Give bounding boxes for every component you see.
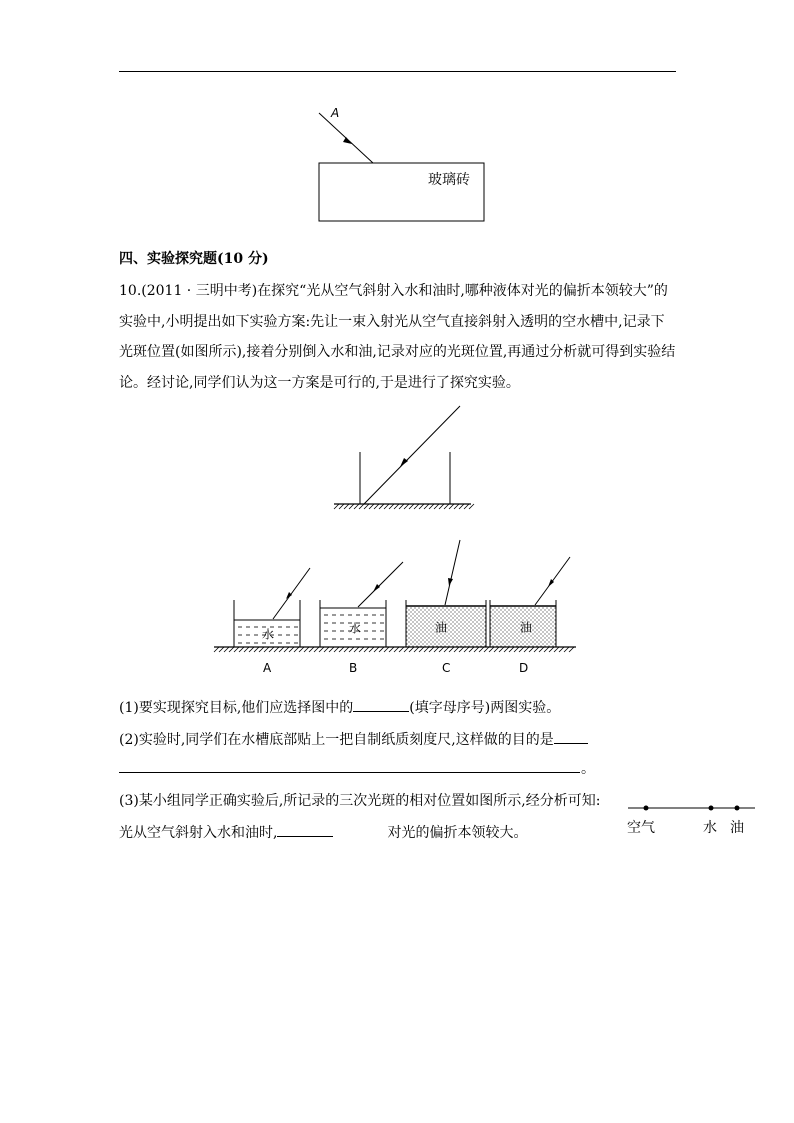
sub3-line-2: [119, 822, 527, 842]
tank-letter: C: [442, 661, 451, 675]
ray-arrow-icon: [400, 458, 408, 467]
spot-oil: [735, 806, 740, 811]
liquid-label: 油: [435, 620, 448, 635]
liquid-label: 水: [349, 621, 362, 636]
tank-letter: A: [263, 661, 272, 675]
sub2-answer-line[interactable]: [119, 772, 580, 773]
sub1-answer-blank[interactable]: [353, 697, 409, 712]
sub3-answer-blank[interactable]: [277, 822, 333, 837]
liquid-label: 油: [520, 620, 533, 635]
q10-line-4: 论。经讨论,同学们认为这一方案是可行的,于是进行了探究实验。: [119, 375, 520, 391]
tank-a: [234, 568, 310, 675]
sub3-text-before: 光从空气斜射入水和油时,: [119, 825, 278, 841]
sub2-line: [119, 729, 588, 749]
tank-letter: B: [349, 661, 358, 675]
q10-line-2: 实验中,小明提出如下实验方案:先让一束入射光从空气直接斜射入透明的空水槽中,记录下: [119, 314, 665, 330]
header-rule: [119, 71, 676, 72]
glass-brick-label: 玻璃砖: [428, 172, 470, 188]
liquid-label: 水: [262, 627, 275, 642]
spot-label-water: 水: [703, 820, 717, 836]
spot-position-figure: [625, 798, 760, 838]
tank-letter: D: [519, 661, 529, 675]
tank-c: [406, 540, 486, 675]
q10-line-3: 光斑位置(如图所示),接着分别倒入水和油,记录对应的光斑位置,再通过分析就可得到实验结: [119, 344, 676, 360]
tanks-figure: [210, 535, 580, 680]
tank-b: [320, 562, 403, 675]
sub2-answer-blank-start[interactable]: [554, 729, 588, 744]
q10-line-1: 10.(2011 · 三明中考)在探究“光从空气斜射入水和油时,哪种液体对光的偏折本领较大”的: [119, 283, 668, 299]
sub2-end-mark: 。: [581, 761, 595, 777]
ray-arrow-icon: [286, 592, 292, 599]
ray-arrow-icon: [373, 584, 380, 592]
ground-hatching: [214, 647, 574, 652]
ray-arrow-icon: [343, 137, 352, 144]
sub3-line-1: (3)某小组同学正确实验后,所记录的三次光斑的相对位置如图所示,经分析可知:: [119, 793, 601, 809]
spot-air: [644, 806, 649, 811]
sub3-text-after: 对光的偏折本领较大。: [387, 825, 528, 841]
ray-arrow-icon: [448, 578, 453, 586]
ground-hatching: [334, 504, 474, 509]
incident-ray: [364, 406, 460, 504]
tank-d: [490, 557, 570, 675]
spot-water: [709, 806, 714, 811]
glass-brick-figure: [300, 100, 500, 225]
sub2-text-before: (2)实验时,同学们在水槽底部贴上一把自制纸质刻度尺,这样做的目的是: [119, 732, 554, 748]
incident-ray: [273, 568, 310, 619]
section-heading: 四、实验探究题(10 分): [119, 251, 269, 267]
sub1-text-before: (1)要实现探究目标,他们应选择图中的: [119, 700, 354, 716]
empty-tank-figure: [330, 400, 475, 515]
sub1-text-after: (填字母序号)两图实验。: [409, 700, 561, 716]
spot-label-oil: 油: [730, 820, 744, 836]
ray-label-a: A: [331, 106, 340, 120]
incident-ray: [358, 562, 403, 607]
spot-label-air: 空气: [627, 820, 655, 836]
sub1-line: [119, 697, 560, 717]
incident-ray: [445, 540, 460, 605]
